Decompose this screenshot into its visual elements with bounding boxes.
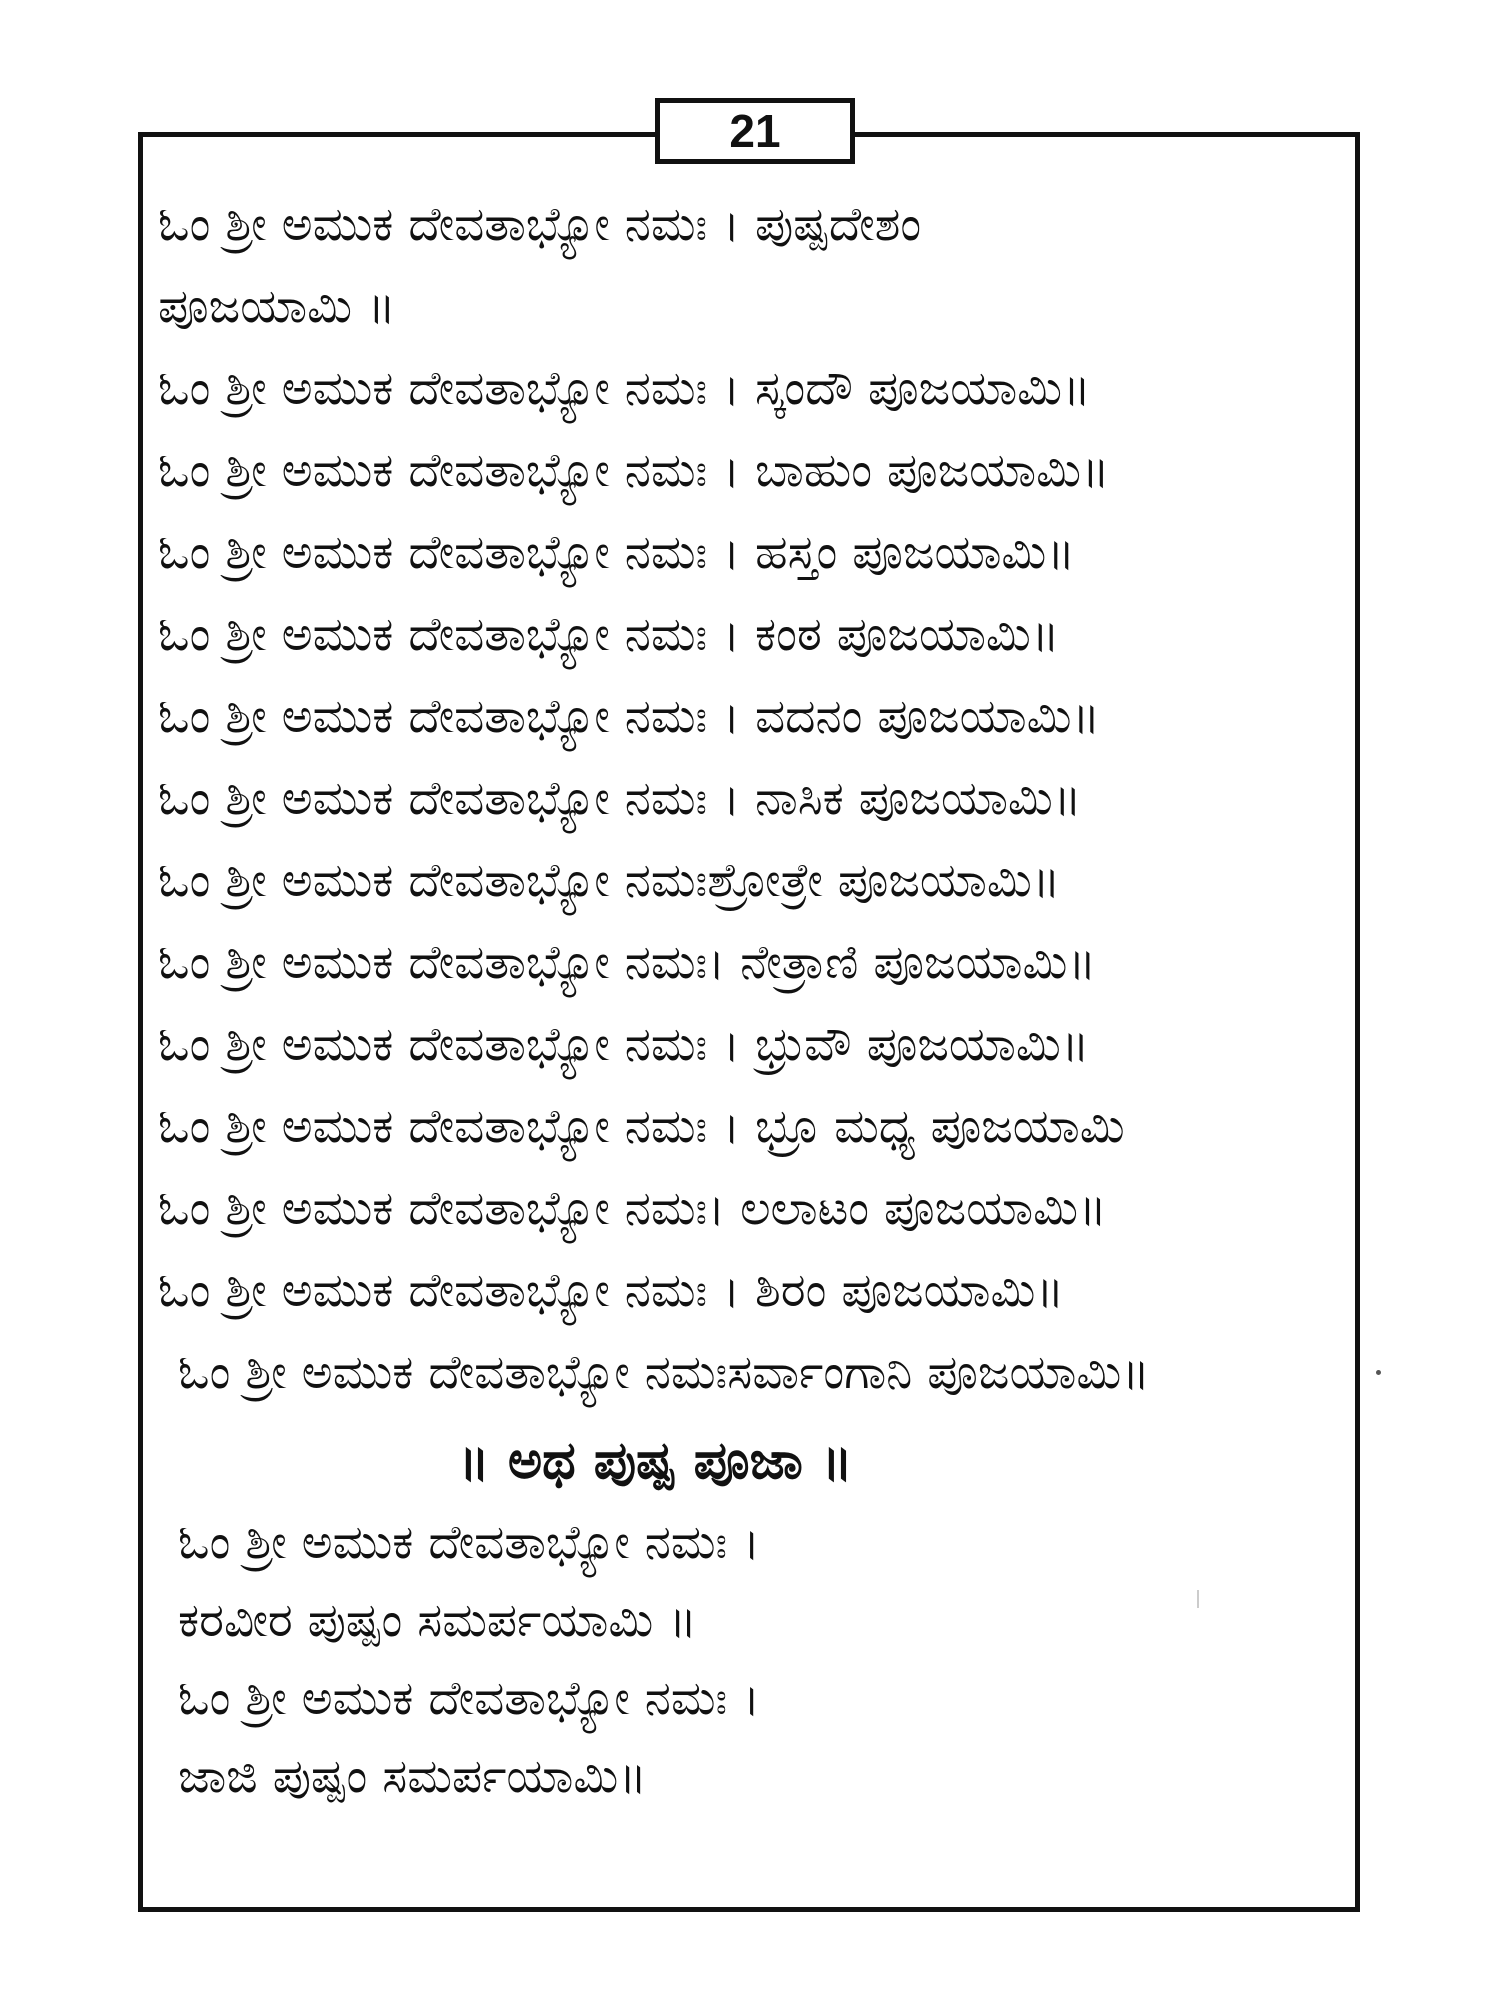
text-line: ಜಾಜಿ ಪುಷ್ಪಂ ಸಮರ್ಪಯಾಮಿ॥: [178, 1749, 647, 1804]
scan-speck: [1376, 1370, 1381, 1375]
scan-mark: [1197, 1590, 1199, 1608]
text-line: ಕರವೀರ ಪುಷ್ಪಂ ಸಮರ್ಪಯಾಮಿ ॥: [178, 1593, 697, 1648]
text-line: ಓಂ ಶ್ರೀ ಅಮುಕ ದೇವತಾಭ್ಯೋ ನಮಃ । ಹಸ್ತಂ ಪೂಜಯಾಮಿ॥: [158, 525, 1076, 580]
text-line: ಓಂ ಶ್ರೀ ಅಮುಕ ದೇವತಾಭ್ಯೋ ನಮಃ । ನಾಸಿಕ ಪೂಜಯಾಮಿ॥: [158, 771, 1082, 826]
text-line: ಓಂ ಶ್ರೀ ಅಮುಕ ದೇವತಾಭ್ಯೋ ನಮಃ । ಕಂಠ ಪೂಜಯಾಮಿ॥: [158, 607, 1060, 662]
text-line: ಓಂ ಶ್ರೀ ಅಮುಕ ದೇವತಾಭ್ಯೋ ನಮಃ। ಲಲಾಟಂ ಪೂಜಯಾಮಿ॥: [158, 1181, 1107, 1236]
text-line: ಓಂ ಶ್ರೀ ಅಮುಕ ದೇವತಾಭ್ಯೋ ನಮಃ ।: [178, 1515, 761, 1570]
text-line: ಓಂ ಶ್ರೀ ಅಮುಕ ದೇವತಾಭ್ಯೋ ನಮಃ। ನೇತ್ರಾಣಿ ಪೂಜಯಾಮಿ॥: [158, 935, 1097, 990]
text-line: ಓಂ ಶ್ರೀ ಅಮುಕ ದೇವತಾಭ್ಯೋ ನಮಃ ।: [178, 1671, 761, 1726]
text-line: ಓಂ ಶ್ರೀ ಅಮುಕ ದೇವತಾಭ್ಯೋ ನಮಃ । ವದನಂ ಪೂಜಯಾಮಿ॥: [158, 689, 1101, 744]
text-line: ಪೂಜಯಾಮಿ ॥: [158, 279, 396, 334]
text-line: ಓಂ ಶ್ರೀ ಅಮುಕ ದೇವತಾಭ್ಯೋ ನಮಃ । ಸ್ಕಂದೌ ಪೂಜಯಾಮಿ॥: [158, 361, 1091, 416]
text-line: ಓಂ ಶ್ರೀ ಅಮುಕ ದೇವತಾಭ್ಯೋ ನಮಃ । ಶಿರಂ ಪೂಜಯಾಮಿ॥: [158, 1263, 1065, 1318]
text-line: ಓಂ ಶ್ರೀ ಅಮುಕ ದೇವತಾಭ್ಯೋ ನಮಃ । ಪುಷ್ಪದೇಶಂ: [158, 197, 922, 252]
section-heading: ॥ ಅಥ ಪುಷ್ಪ ಪೂಜಾ ॥: [458, 1431, 853, 1491]
text-line: ಓಂ ಶ್ರೀ ಅಮುಕ ದೇವತಾಭ್ಯೋ ನಮಃಸರ್ವಾಂಗಾನಿ ಪೂಜಯಾಮಿ॥: [178, 1345, 1150, 1400]
page-number: 21: [655, 98, 855, 164]
text-line: ಓಂ ಶ್ರೀ ಅಮುಕ ದೇವತಾಭ್ಯೋ ನಮಃಶ್ರೋತ್ರೇ ಪೂಜಯಾಮಿ॥: [158, 853, 1061, 908]
text-line: ಓಂ ಶ್ರೀ ಅಮುಕ ದೇವತಾಭ್ಯೋ ನಮಃ । ಬಾಹುಂ ಪೂಜಯಾಮಿ॥: [158, 443, 1110, 498]
text-line: ಓಂ ಶ್ರೀ ಅಮುಕ ದೇವತಾಭ್ಯೋ ನಮಃ । ಭ್ರೂ ಮಧ್ಯ ಪೂಜಯಾಮಿ: [158, 1099, 1125, 1154]
text-line: ಓಂ ಶ್ರೀ ಅಮುಕ ದೇವತಾಭ್ಯೋ ನಮಃ । ಭ್ರುವೌ ಪೂಜಯಾಮಿ॥: [158, 1017, 1090, 1072]
